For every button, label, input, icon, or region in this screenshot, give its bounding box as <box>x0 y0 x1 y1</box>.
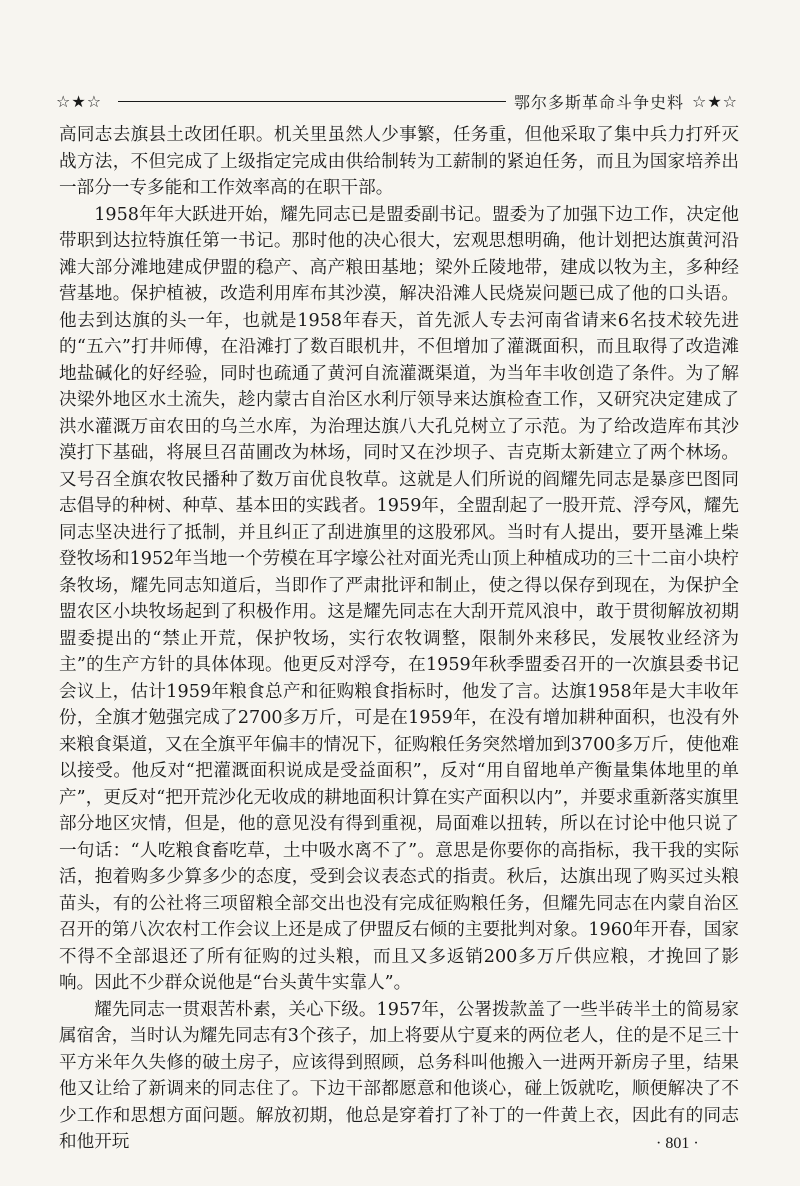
header-left-stars: ☆★☆ <box>56 91 103 111</box>
paragraph-3: 耀先同志一贯艰苦朴素，关心下级。1957年，公署拨款盖了一些半砖半土的简易家属宿舍，当时认为耀先同志有3个孩子，加上将要从宁夏来的两位老人，住的是不足三十平方米年久失修的破土房子，应该得到照顾，总务科叫他搬入一进两开新房子里，结果他又让给了新调来的同志住了。下边干部都愿意和他谈心，碰上饭就吃，顺便解决了不少工作和思想方面问题。解放初期，他总是穿着打了补丁的一件黄上衣，因此有的同志和他开玩 <box>59 999 739 1152</box>
paragraph-1: 高同志去旗县土改团任职。机关里虽然人少事繁，任务重，但他采取了集中兵力打歼灭战方法，不但完成了上级指定完成由供给制转为工薪制的紧迫任务，而且为国家培养出一部分一专多能和工作效率高的在职干部。 <box>59 125 739 198</box>
paragraph-2: 1958年年大跃进开始，耀先同志已是盟委副书记。盟委为了加强下边工作，决定他带职到达拉特旗任第一书记。那时他的决心很大，宏观思想明确，他计划把达旗黄河沿滩大部分滩地建成伊盟的稳产、高产粮田基地；梁外丘陵地带，建成以牧为主，多种经营基地。保护植被，改造利用库布其沙漠，解决沿滩人民烧炭问题已成了他的口头语。他去到达旗的头一年，也就是1958年春天，首先派人专去河南省请来6名技术较先进的“五六”打井师傅，在沿滩打了数百眼机井，不但增加了灌溉面积，而且取得了改造滩地盐碱化的好经验，同时也疏通了黄河自流灌溉渠道，为当年丰收创造了条件。为了解决梁外地区水土流失，趁内蒙古自治区水利厅领导来达旗检查工作，又研究决定建成了洪水灌溉万亩农田的乌兰水库，为治理达旗八大孔兑树立了示范。为了给改造库布其沙漠打下基础，将展旦召苗圃改为林场，同时又在沙坝子、吉克斯太新建立了两个林场。又号召全旗农牧民播种了数万亩优良牧草。这就是人们所说的阎耀先同志是暴彦巴图同志倡导的种树、种草、基本田的实践者。1959年，全盟刮起了一股开荒、浮夸风，耀先同志坚决进行了抵制，并且纠正了刮进旗里的这股邪风。当时有人提出，要开垦滩上柴登牧场和1952年当地一个劳模在耳字壕公社对面光秃山顶上种植成功的三十二亩小块柠条牧场，耀先同志知道后，当即作了严肃批评和制止，使之得以保存到现在，为保护全盟农区小块牧场起到了积极作用。这是耀先同志在大刮开荒风浪中，敢于贯彻解放初期盟委提出的“禁止开荒，保护牧场，实行农牧调整，限制外来移民，发展牧业经济为主”的生产方针的具体体现。他更反对浮夸，在1959年秋季盟委召开的一次旗县委书记会议上，估计1959年粮食总产和征购粮食指标时，他发了言。达旗1958年是大丰收年份，全旗才勉强完成了2700多万斤，可是在1959年，在没有增加耕种面积，也没有外来粮食渠道，又在全旗平年偏丰的情况下，征购粮任务突然增加到3700多万斤，使他难以接受。他反对“把灌溉面积说成是受益面积”，反对“用自留地单产衡量集体地里的单产”，更反对“把开荒沙化无收成的耕地面积计算在实产面积以内”，并要求重新落实旗里部分地区灾情，但是，他的意见没有得到重视，局面难以扭转，所以在讨论中他只说了一句话：“人吃粮食畜吃草，土中吸水离不了”。意思是你要你的高指标，我干我的实际活，抱着购多少算多少的态度，受到会议表态式的指责。秋后，达旗出现了购买过头粮苗头，有的公社将三项留粮全部交出也没有完成征购粮任务，但耀先同志在内蒙自治区召开的第八次农村工作会议上还是成了伊盟反右倾的主要批判对象。1960年开春，国家不得不全部退还了所有征购的过头粮，而且又多返销200多万斤供应粮，才挽回了影响。因此不少群众说他是“台头黄牛实靠人”。 <box>59 204 739 993</box>
body-text <box>59 122 739 1156</box>
page-number: · 801 · <box>656 1135 699 1152</box>
running-header <box>56 88 738 114</box>
book-title: 鄂尔多斯革命斗争史料 <box>513 92 684 112</box>
header-right-stars: ☆★☆ <box>691 91 738 111</box>
header-rule <box>118 101 506 102</box>
